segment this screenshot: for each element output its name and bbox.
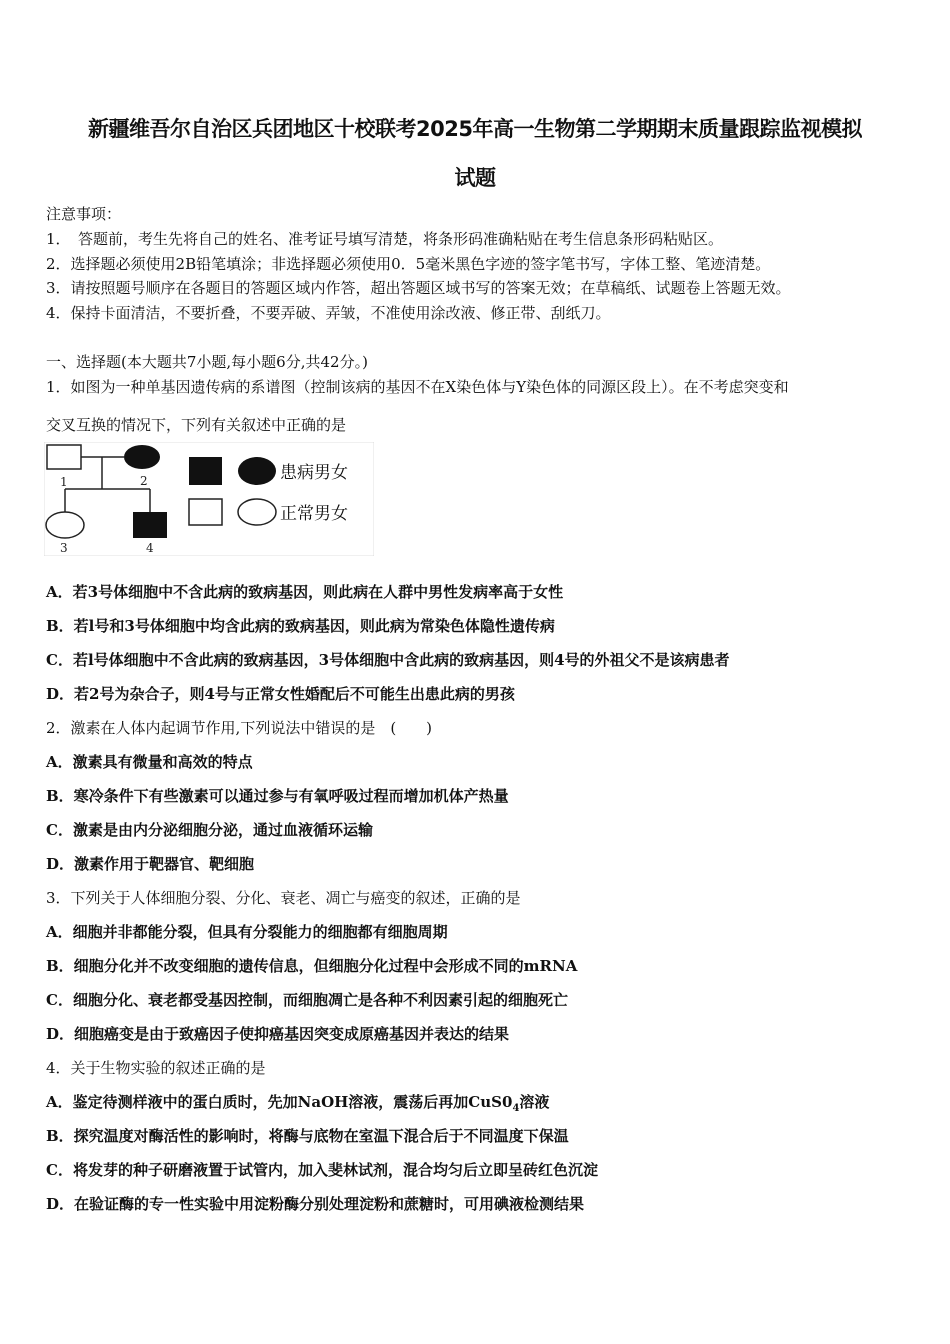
notes-heading: 注意事项： <box>46 205 122 223</box>
legend-normal-female-icon <box>238 499 276 525</box>
page-title-line2: 试题 <box>454 166 496 190</box>
label-4: 4 <box>146 541 154 555</box>
note-item: 2．选择题必须使用2B铅笔填涂；非选择题必须使用0．5毫米黑色字迹的签字笔书写，字体工整、笔迹清楚。 <box>46 255 771 273</box>
female-affected-2-icon <box>124 445 160 469</box>
male-affected-4-icon <box>133 512 167 538</box>
legend-affected-label: 患病男女 <box>280 463 348 483</box>
legend-affected-female-icon <box>238 457 276 485</box>
pedigree-diagram <box>44 442 374 556</box>
q2-option-d: D．激素作用于靶器官、靶细胞 <box>46 855 255 873</box>
section-heading: 一、选择题(本大题共7小题,每小题6分,共42分。) <box>46 353 368 371</box>
legend-affected-male-icon <box>189 457 222 485</box>
q1-option-a: A．若3号体细胞中不含此病的致病基因，则此病在人群中男性发病率高于女性 <box>46 583 564 601</box>
question-2-stem: 2．激素在人体内起调节作用,下列说法中错误的是 ( ) <box>46 719 433 737</box>
q2-option-b: B．寒冷条件下有些激素可以通过参与有氧呼吸过程而增加机体产热量 <box>46 787 509 805</box>
q4-option-a-subscript: 4 <box>512 1103 520 1114</box>
q2-option-a: A．激素具有微量和高效的特点 <box>46 753 253 771</box>
q4-option-a <box>46 1091 549 1114</box>
question-1-stem-cont: 交叉互换的情况下，下列有关叙述中正确的是 <box>46 416 347 434</box>
note-item: 1． 答题前，考生先将自己的姓名、准考证号填写清楚，将条形码准确粘贴在考生信息条形码粘贴区。 <box>46 230 724 248</box>
q1-option-c: C．若l号体细胞中不含此病的致病基因，3号体细胞中含此病的致病基因，则4号的外祖父不是该病患者 <box>46 651 730 669</box>
q4-option-a-tail: 溶液 <box>519 1093 550 1111</box>
q4-option-a-text: A．鉴定待测样液中的蛋白质时，先加NaOH溶液，震荡后再加CuS0 <box>46 1093 513 1111</box>
q4-option-c: C．将发芽的种子研磨液置于试管内，加入斐林试剂，混合均匀后立即呈砖红色沉淀 <box>46 1161 598 1179</box>
note-item: 3．请按照题号顺序在各题目的答题区域内作答，超出答题区域书写的答案无效；在草稿纸、试题卷上答题无效。 <box>46 279 791 297</box>
q3-option-a: A．细胞并非都能分裂，但具有分裂能力的细胞都有细胞周期 <box>46 923 448 941</box>
legend-normal-label: 正常男女 <box>280 504 348 524</box>
label-3: 3 <box>60 541 68 555</box>
q4-option-b: B．探究温度对酶活性的影响时，将酶与底物在室温下混合后于不同温度下保温 <box>46 1127 569 1145</box>
note-item: 4．保持卡面清洁，不要折叠，不要弄破、弄皱，不准使用涂改液、修正带、刮纸刀。 <box>46 304 611 322</box>
q4-option-d: D．在验证酶的专一性实验中用淀粉酶分别处理淀粉和蔗糖时，可用碘液检测结果 <box>46 1195 585 1213</box>
q1-option-b: B．若l号和3号体细胞中均含此病的致病基因，则此病为常染色体隐性遗传病 <box>46 617 555 635</box>
q3-option-c: C．细胞分化、衰老都受基因控制，而细胞凋亡是各种不利因素引起的细胞死亡 <box>46 991 568 1009</box>
page-title-line1: 新疆维吾尔自治区兵团地区十校联考2025年高一生物第二学期期末质量跟踪监视模拟 <box>88 117 862 141</box>
female-normal-3-icon <box>46 512 84 538</box>
question-4-stem: 4．关于生物实验的叙述正确的是 <box>46 1059 266 1077</box>
question-3-stem: 3．下列关于人体细胞分裂、分化、衰老、凋亡与癌变的叙述，正确的是 <box>46 889 521 907</box>
q3-option-d: D．细胞癌变是由于致癌因子使抑癌基因突变成原癌基因并表达的结果 <box>46 1025 510 1043</box>
question-1-stem: 1．如图为一种单基因遗传病的系谱图（控制该病的基因不在X染色体与Y染色体的同源区段上）。在不考虑突变和 <box>46 378 789 396</box>
q3-option-b: B．细胞分化并不改变细胞的遗传信息，但细胞分化过程中会形成不同的mRNA <box>46 957 578 975</box>
legend-normal-male-icon <box>189 499 222 525</box>
male-normal-1-icon <box>47 445 81 469</box>
q1-option-d: D．若2号为杂合子，则4号与正常女性婚配后不可能生出患此病的男孩 <box>46 685 515 703</box>
label-2: 2 <box>140 474 148 488</box>
label-1: 1 <box>60 475 68 489</box>
q2-option-c: C．激素是由内分泌细胞分泌，通过血液循环运输 <box>46 821 373 839</box>
